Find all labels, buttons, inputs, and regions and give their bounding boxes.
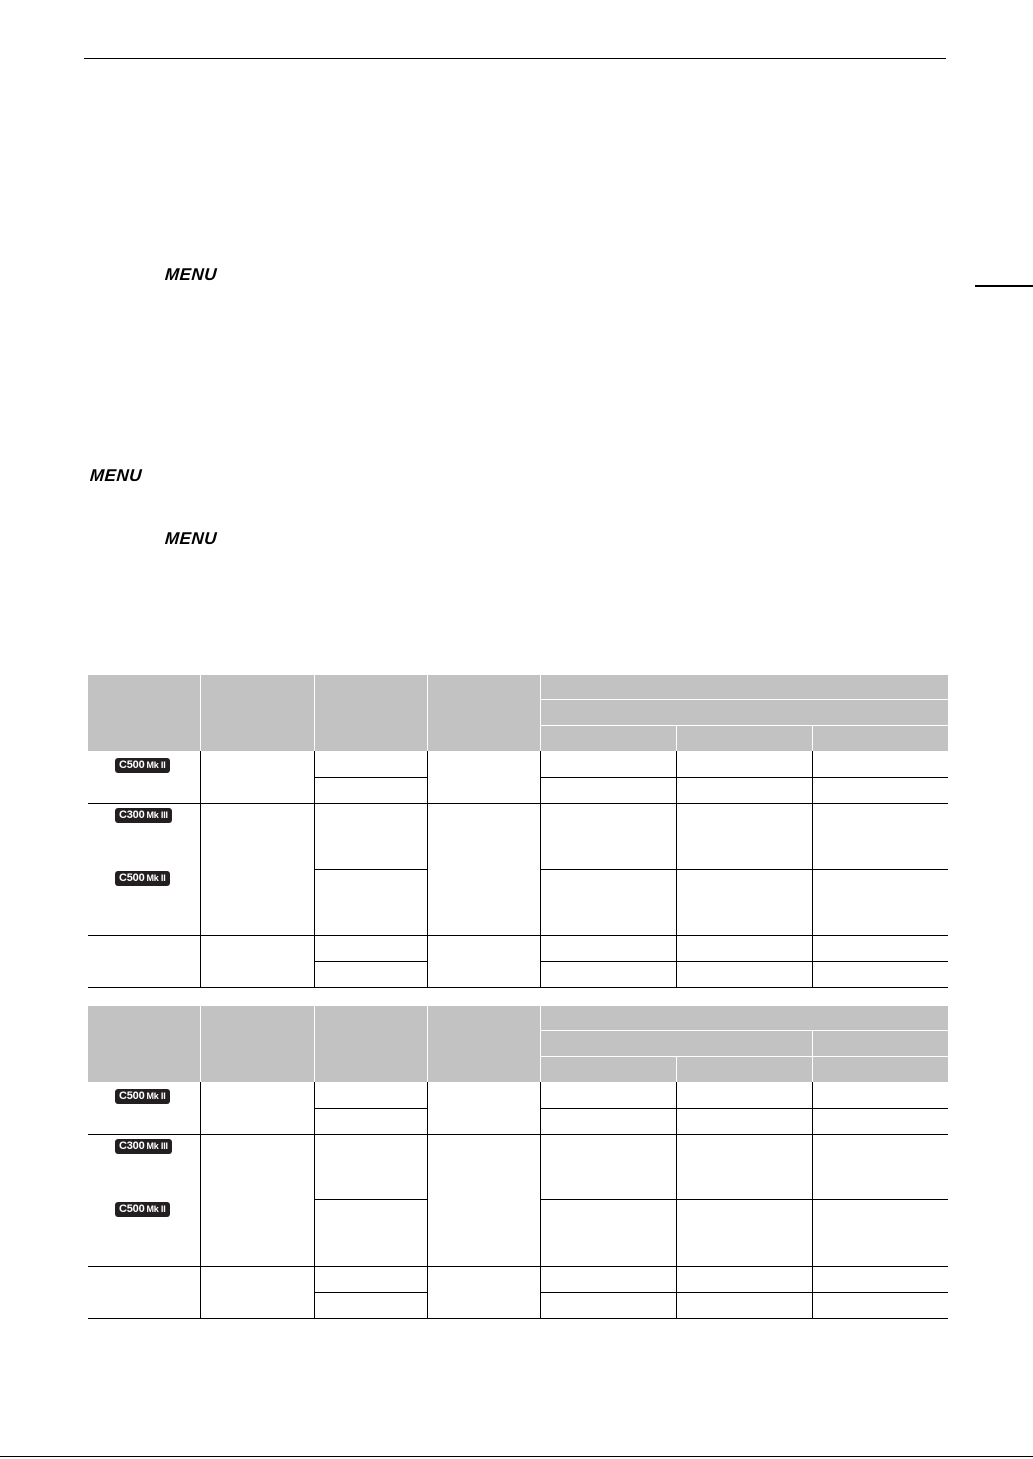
model-badge-c500-mk2: C500 Mk II [115,1202,170,1217]
model-badge-c500-mk2: C500 Mk II [115,871,170,886]
table-header [88,675,948,751]
table-header [88,1006,948,1082]
spec-table-2 [88,1006,948,1319]
menu-button-icon: MENU [164,265,218,284]
bottom-rule [0,1456,1033,1457]
side-tab-marker [975,285,1033,287]
model-badge-c300-mk3: C300 Mk III [115,1139,172,1154]
model-badge-c300-mk3: C300 Mk III [115,808,172,823]
menu-button-icon: MENU [164,529,218,548]
menu-button-icon: MENU [89,466,143,485]
model-badge-c500-mk2: C500 Mk II [115,758,170,773]
model-badge-c500-mk2: C500 Mk II [115,1089,170,1104]
spec-table-1 [88,675,948,988]
top-rule [84,58,946,59]
